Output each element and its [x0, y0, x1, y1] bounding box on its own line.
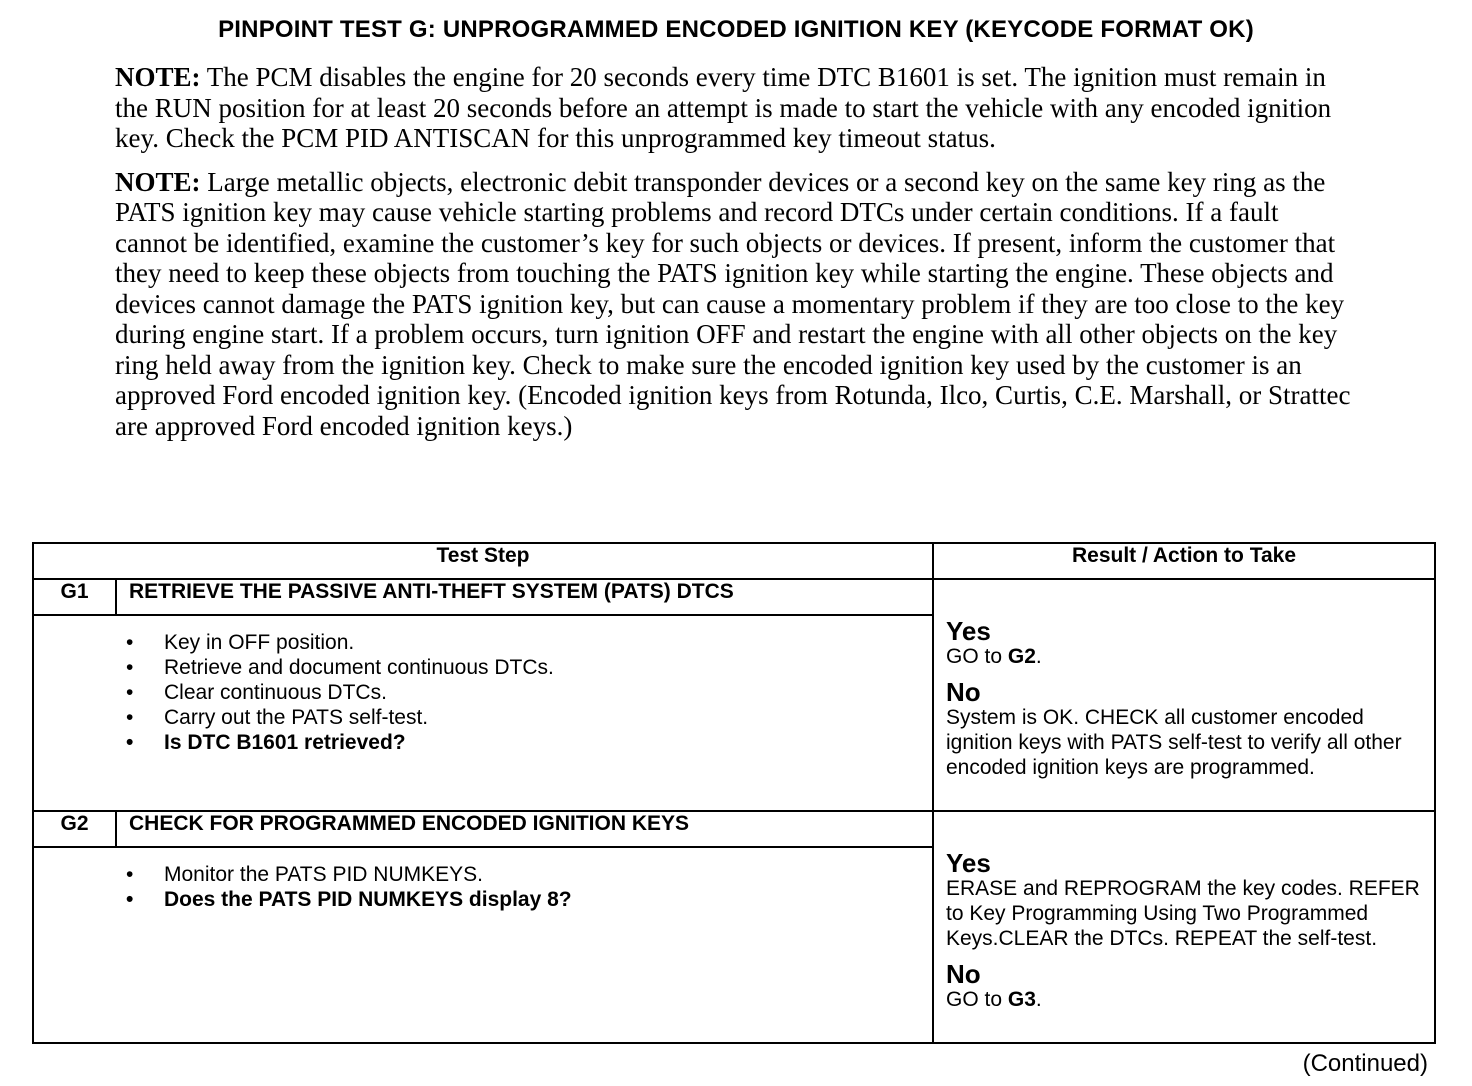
- no-label: No: [946, 959, 981, 989]
- instruction-item: • Carry out the PATS self-test.: [116, 705, 932, 730]
- note-text: Large metallic objects, electronic debit transponder devices or a second key on the same key ring as the PATS ignition key may cause vehicle starting problems and record DTCs under certain conditions. If a fault cannot be identified, examine the customer’s key for such objects or devices. If present, inform the customer that they need to keep these objects from touching the PATS ignition key while starting the engine. These objects and devices cannot damage the PATS ignition key, but can cause a momentary problem if they are too close to the key during engine start. If a problem occurs, turn ignition OFF and restart the engine with all other objects on the key ring held away from the ignition key. Check to make sure the encoded ignition key used by the customer is an approved Ford encoded ignition key. (Encoded ignition keys from Rotunda, Ilco, Curtis, C.E. Marshall, or Strattec are approved Ford encoded ignition keys.): [115, 166, 1351, 441]
- step-id-spacer: [33, 847, 116, 1043]
- yes-action: ERASE and REPROGRAM the key codes. REFER to Key Programming Using Two Programmed Keys.CLEAR the DTCs. REPEAT the self-test.: [946, 877, 1420, 950]
- step-id-spacer: [33, 615, 116, 811]
- yes-action: GO to G2.: [946, 645, 1042, 668]
- header-result-action: Result / Action to Take: [933, 543, 1435, 579]
- no-action: GO to G3.: [946, 988, 1042, 1011]
- note-label: NOTE:: [115, 62, 201, 92]
- instruction-item: • Key in OFF position.: [116, 630, 932, 655]
- step-title-row: [33, 811, 1435, 847]
- step-result-cell: [933, 811, 1435, 1043]
- instruction-question: • Is DTC B1601 retrieved?: [116, 730, 932, 755]
- pinpoint-test-table: [32, 542, 1436, 1044]
- step-reference-link[interactable]: G3: [1007, 988, 1036, 1011]
- step-title-row: [33, 579, 1435, 615]
- step-id: G2: [33, 811, 116, 847]
- step-title: CHECK FOR PROGRAMMED ENCODED IGNITION KEYS: [116, 811, 933, 847]
- step-id: G1: [33, 579, 116, 615]
- no-label: No: [946, 677, 981, 707]
- step-instructions: [116, 615, 933, 811]
- note-text: The PCM disables the engine for 20 seconds every time DTC B1601 is set. The ignition must remain in the RUN position for at least 20 seconds before an attempt is made to start the vehicle with any encoded ignition key. Check the PCM PID ANTISCAN for this unprogrammed key timeout status.: [115, 62, 1332, 153]
- table-header-row: [33, 543, 1435, 579]
- continued-label: (Continued): [1302, 1050, 1428, 1077]
- note-pcm-disable: [115, 62, 1355, 154]
- yes-label: Yes: [946, 848, 991, 878]
- step-reference-link[interactable]: G2: [1007, 645, 1036, 668]
- instruction-question: • Does the PATS PID NUMKEYS display 8?: [116, 887, 932, 912]
- step-instructions: [116, 847, 933, 1043]
- notes-section: [115, 62, 1355, 454]
- note-label: NOTE:: [115, 166, 201, 197]
- instruction-item: • Clear continuous DTCs.: [116, 680, 932, 705]
- note-metallic-objects: [115, 167, 1355, 442]
- step-result-cell: [933, 579, 1435, 811]
- step-title: RETRIEVE THE PASSIVE ANTI-THEFT SYSTEM (PATS) DTCS: [116, 579, 933, 615]
- no-action: System is OK. CHECK all customer encoded ignition keys with PATS self-test to verify all other encoded ignition keys are programmed.: [946, 706, 1402, 779]
- yes-label: Yes: [946, 616, 991, 646]
- header-test-step: Test Step: [33, 543, 933, 579]
- instruction-item: • Retrieve and document continuous DTCs.: [116, 655, 932, 680]
- page-title: PINPOINT TEST G: UNPROGRAMMED ENCODED IGNITION KEY (KEYCODE FORMAT OK): [218, 16, 1254, 43]
- instruction-item: • Monitor the PATS PID NUMKEYS.: [116, 862, 932, 887]
